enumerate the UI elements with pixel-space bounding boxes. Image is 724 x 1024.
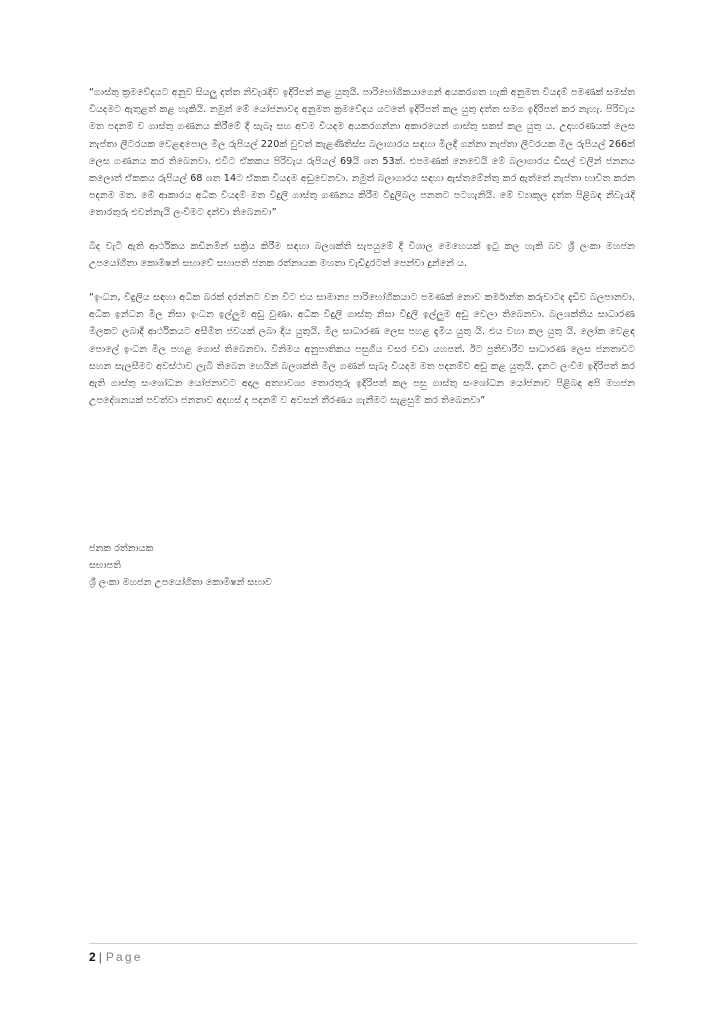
signatory-title: සභාපති — [89, 560, 121, 571]
footer-divider — [89, 943, 637, 944]
body-text — [89, 84, 635, 409]
page-label: Page — [105, 950, 143, 964]
signatory-organization: ශ්‍රී ලංකා මහජන උපයෝගිතා කොමිෂන් සභාව — [89, 577, 272, 588]
signatory-name: ජනක රත්නායක — [89, 543, 154, 554]
narrative-paragraph: බිද වැටී ඇති ආර්ථිකය කඩිනමින් සක්‍රිය කිරීම සඳහා බලශක්ති සැපයුමේ දී විශාල මෙහෙයක් ඉටු කල හැකි බව ශ්‍රී ලංකා මහජන උපයෝගිතා කොමිෂන් සභාවේ සභාපති ජනක රත්නායක මහතා වැඩිදුරටත් පෙන්වා දුන්නේ ය. — [89, 240, 635, 269]
signature-block — [89, 540, 489, 591]
quote-paragraph-tariff-data: “ගාස්තු ක්‍රමවේදයට අනුව සියලු දත්ත නිවැරැදිව ඉදිරිපත් කළ යුතුයි. පාරිභෝගිකයාගෙන් අයකරගත හැකි අනුමත වියදම් පමණක් සමස්ත වියදමට ඇතුළත් කළ හැකියි. නමුත් මේ යෝජනාවද අනුමත ක්‍රමවේදය යටතේ ඉදිරිපත් කල යුතු දත්ත සමග ඉදිරිපත් කර නැහැ. පිරිවැය මත පදනම් ව ගාස්තු ගණනය කිරීමේ දී සැබෑ සහ අවම වියදම අයකරගන්නා අකාරයෙන් ගාස්තු සකස් කල යුතු ය. උදාහරණයක් ලෙස නැප්තා ලීටරයක වෙළඳපොල මිල රුපියල් 220ක් වුවත් කැළණිතිස්ස බලාගාරය සඳහා මිලදී ගන්නා නැප්තා ලීටරයක මිල රුපියල් 266ක් ලෙස ගණනය කර තිබෙනවා. එවිට ඒකකය පිරිවැය රුපියල් 69යි ශත 53ක්. එපමණක් නෙවෙයි මේ බලාගාරය ඩීසල් වලින් ජනනය කලොත් ඒකකය රුපියල් 68 ශත 14ට ඒකක වියදම අඩුවෙනවා. නමුත් බලාගාරය සඳහා ඇස්තමේන්තු කර ඇත්තේ නැප්තා භාවිත කරන පදනම මත. මේ ආකාරය අධික වියදම් මත විදුලි ගාස්තු ගණනය කිරීම විදුලිබල පනතට පටහැනියි. මේ ව්‍යාකූල දත්ත පිළිබඳ නිවැරැදි තොරතුරු එවන්නැයි ලංවිමට දන්වා තිබෙනවා” — [89, 87, 635, 219]
quote-paragraph-energy-prices: “ඉංධන, විදුලිය සඳහා අධික බරක් දරන්නට වන විට එය සාමාන්‍ය පාරිභෝගිකයාට පමණක් නොව කර්මාන්ත කරුවාටද දැඩිව බලපානවා. අධික ඉන්ධන මිල නිසා ඉංධන ඉල්ලුම අඩු වුණා. අධික විදුලි ගාස්තු නිසා විදුලි ඉල්ලුම අඩු වෙලා තිබෙනවා. බලශක්තිය සාධාරණ මිලකට ලබාදී ආර්ථිකයට අසීමිත ජවයක් ලබා දිය යුතුයි. මිල සාධාරණ ලෙස පහළ දැමිය යුතු යි. එය වහා කල යුතු යි. ලෝක වෙළඳ පොලේ ඉංධන මිල පහළ ගොස් තිබෙනවා. විනිමය අනුපාතිකය පසුගිය වසර වඩා යහපත්. ඊට ප්‍රතිචාරීව සාධාරණ ලෙස ජනතාවට සහන සැලසීමට අවස්ථාව ලැබී තිබෙන හෙයින් බලශක්ති මිල ගණන් සැබෑ වියදම මත පදනම්ව අඩු කළ යුතුයි. දැනට ලංවිම ඉදිරිපත් කර ඇති ගාස්තු සංශෝධන යෝජනාවට අදාල අත්‍යාවශ්‍ය තොරතුරු ඉදිරිපත් කල පසු ගාස්තු සංශෝධන යෝජනාව පිළිබඳ අපි මහජන උපදේශනයක් පවත්වා ජනතාව අදහස් ද පදනම් ව අවසන් තීරණය ගැනීමට සැළසුම් කර තිබෙනවා” — [89, 292, 635, 407]
page-number: 2 — [89, 950, 96, 964]
footer-separator: | — [98, 950, 102, 964]
page-footer — [89, 949, 143, 965]
